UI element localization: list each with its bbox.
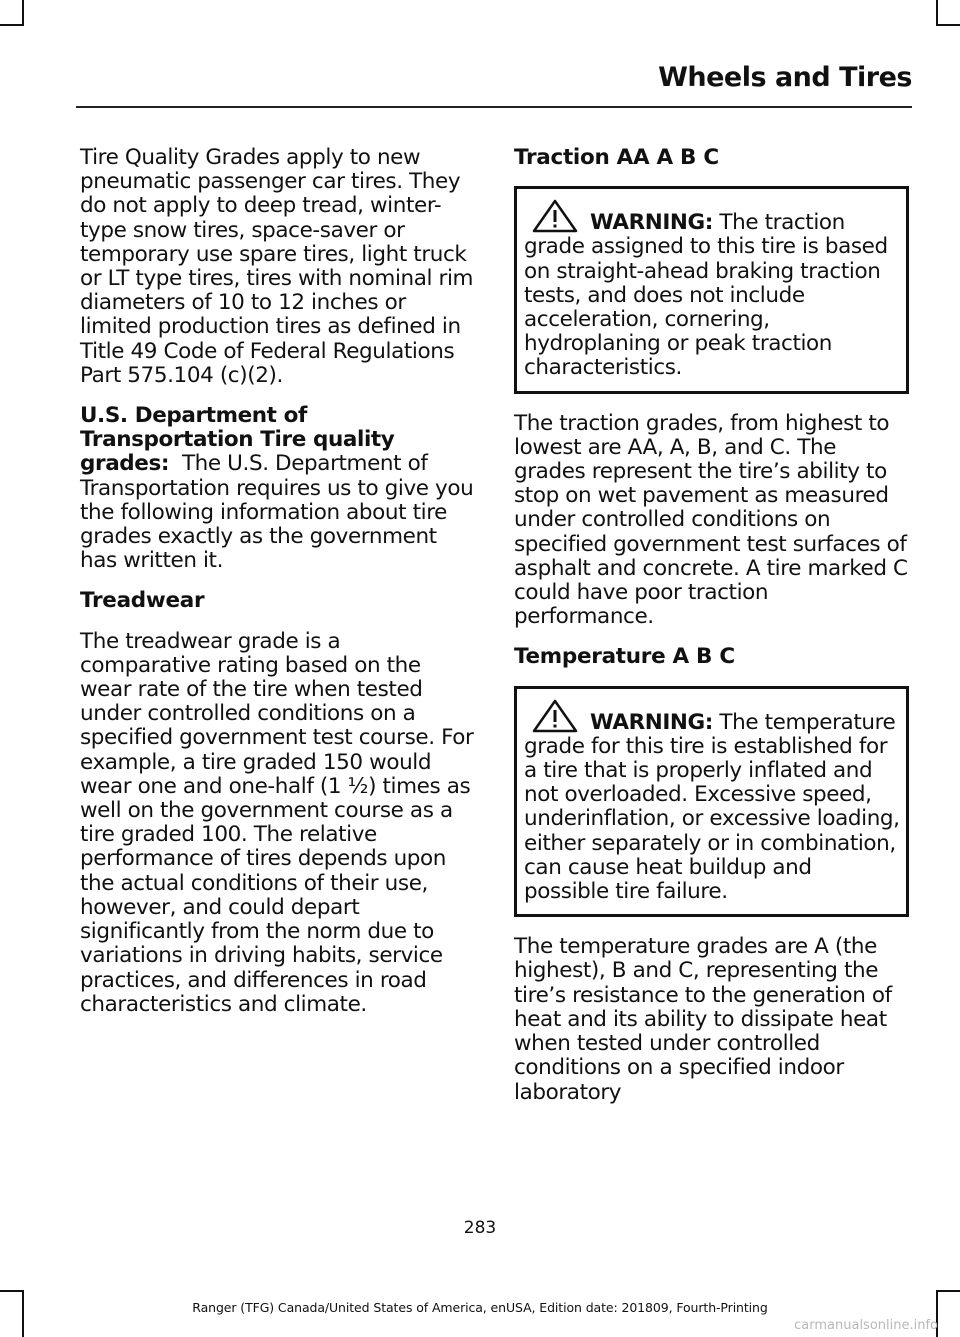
temperature-warning-box (514, 686, 909, 918)
temperature-heading: Temperature A B C (514, 644, 735, 670)
page-number: 283 (463, 1218, 497, 1238)
crop-mark-top-left (22, 0, 24, 26)
header-divider (76, 106, 912, 108)
traction-heading: Traction AA A B C (514, 145, 719, 170)
temperature-warning-label: WARNING: (590, 709, 713, 735)
right-column (514, 146, 909, 1121)
dot-grades-paragraph (80, 404, 475, 573)
left-column (80, 146, 475, 1033)
crop-mark-bottom-left-h (0, 1290, 24, 1292)
crop-mark-top-left-h (0, 24, 24, 26)
warning-triangle-icon (532, 199, 578, 233)
treadwear-paragraph: The treadwear grade is a comparative rating based on the wear rate of the tire when tested under controlled conditions on a specified government test course. For example, a tire graded 150 would wear one and one-half (1 ½) times as well on the government course as a tire graded 100. The relative performance of tires depends upon the actual conditions of their use, however, and could depart significantly from the norm due to variations in driving habits, service practices, and differences in road characteristics and climate. (80, 628, 474, 1017)
treadwear-heading: Treadwear (80, 588, 205, 614)
traction-warning-label: WARNING: (590, 210, 713, 236)
temperature-warning-text: The temperature grade for this tire is established for a tire that is properly inflated and not overloaded. Excessive speed, underinflation, or excessive loading, either separately or in combination, can cause heat buildup and possible tire failure. (524, 709, 900, 905)
temperature-paragraph: The temperature grades are A (the highest), B and C, representing the tire’s resistance to the generation of heat and its ability to dissipate heat when tested under controlled conditions on a specified indoor laboratory (514, 934, 892, 1105)
watermark: carmanualsonline.info (794, 1318, 938, 1333)
warning-triangle-icon (532, 699, 578, 733)
crop-mark-bottom-right-h (936, 1290, 960, 1292)
page-header-title: Wheels and Tires (658, 62, 912, 93)
traction-warning-text: The traction grade assigned to this tire is based on straight-ahead braking traction tests, and does not include acceleration, cornering, hydroplaning or peak traction characteristics. (524, 210, 888, 381)
dot-grades-heading: U.S. Department of Transportation Tire quality grades: (80, 403, 395, 477)
footer-edition-text: Ranger (TFG) Canada/United States of America, enUSA, Edition date: 201809, Fourth-Printing (192, 1300, 768, 1315)
traction-paragraph: The traction grades, from highest to lowest are AA, A, B, and C. The grades represent the tire’s ability to stop on wet pavement as measured under controlled conditions on specified government test surfaces of asphalt and concrete. A tire marked C could have poor traction performance. (514, 410, 908, 630)
traction-warning-text-block (524, 199, 900, 380)
intro-paragraph: Tire Quality Grades apply to new pneumatic passenger car tires. They do not apply to deep tread, winter-type snow tires, space-saver or temporary use spare tires, light truck or LT type tires, tires with nominal rim diameters of 10 to 12 inches or limited production tires as defined in Title 49 Code of Federal Regulations Part 575.104 (c)(2). (80, 145, 474, 388)
crop-mark-top-right-h (936, 24, 960, 26)
traction-warning-box (514, 186, 909, 393)
dot-grades-text: The U.S. Department of Transportation requires us to give you the following information about tire grades exactly as the government has written it. (80, 451, 474, 574)
crop-mark-top-right (936, 0, 938, 26)
temperature-warning-text-block (524, 699, 900, 905)
